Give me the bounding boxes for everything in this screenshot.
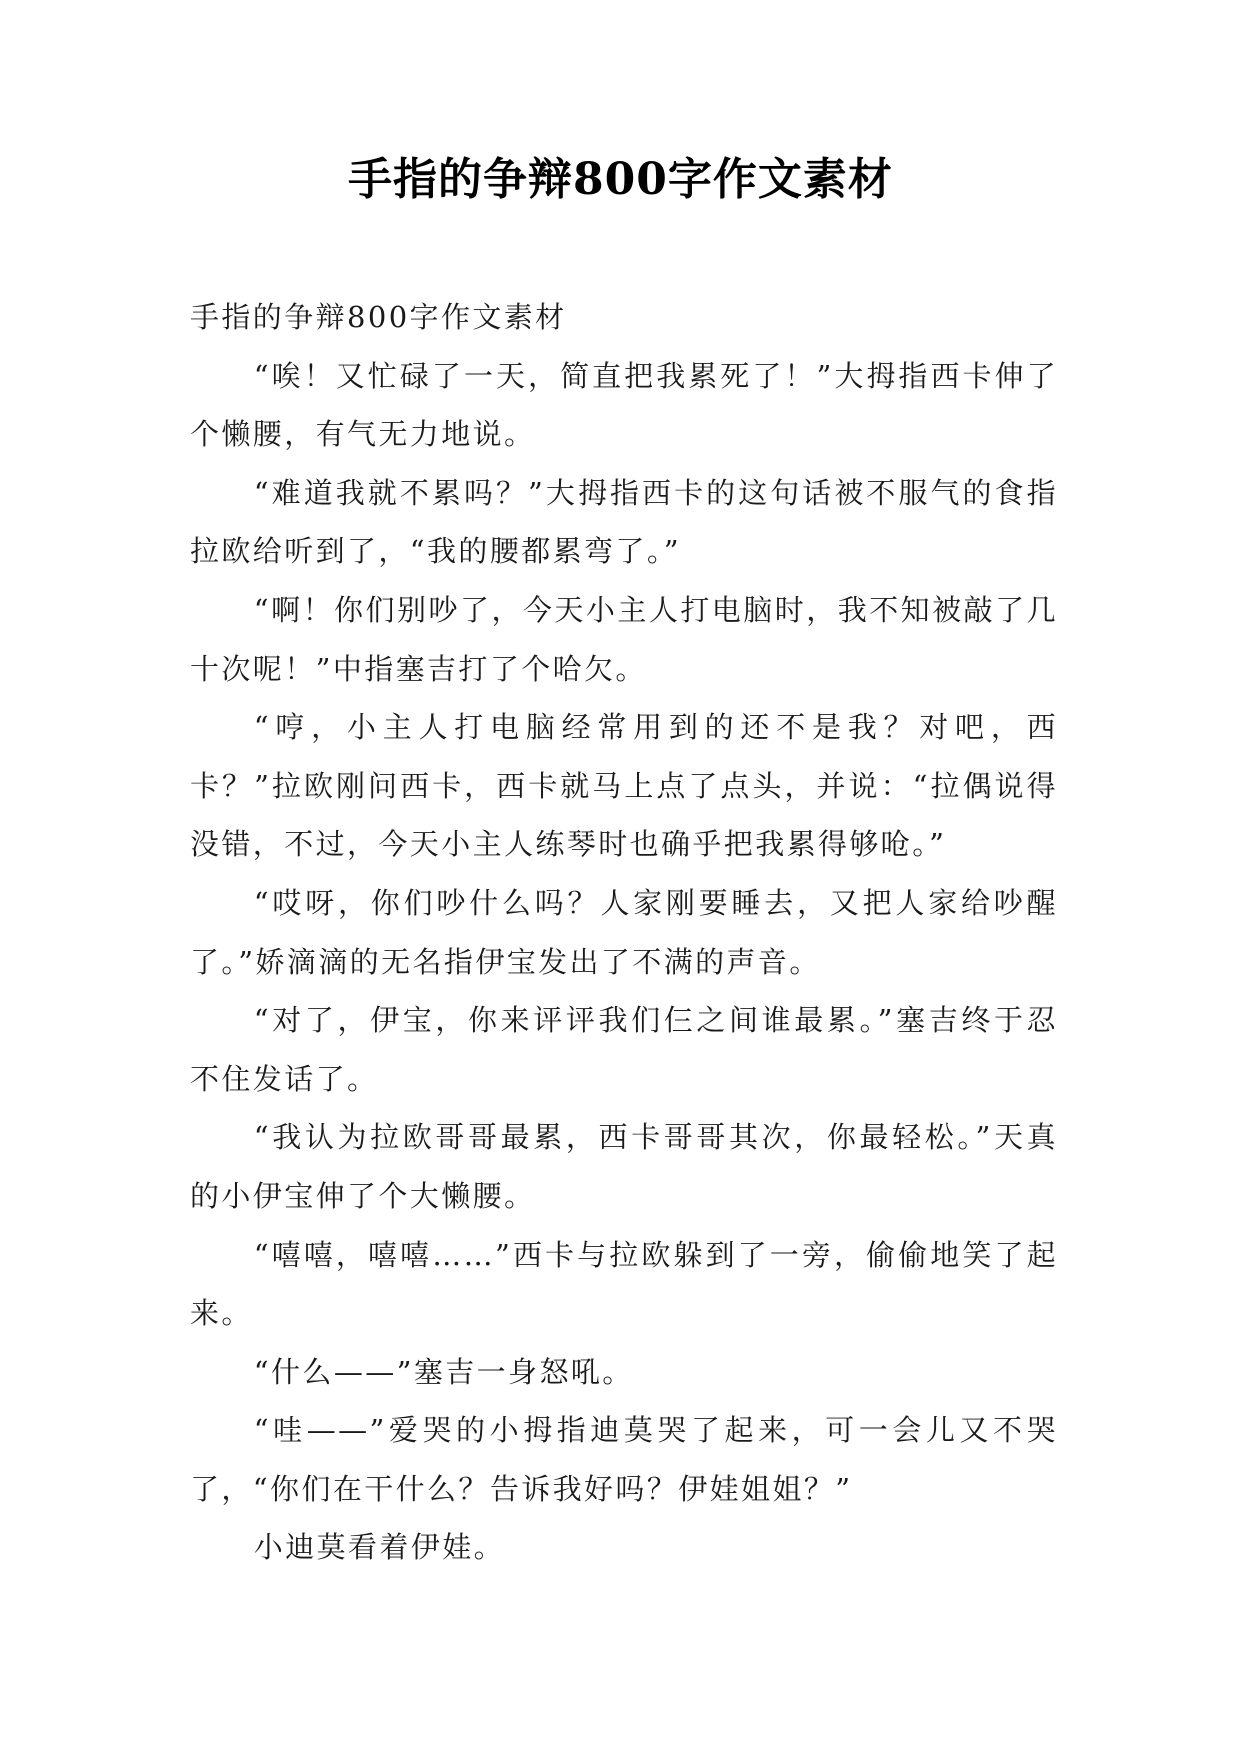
paragraph: “什么——”塞吉一身怒吼。 [253, 1354, 634, 1389]
document-title: 手指的争辩800字作文素材 [348, 154, 893, 205]
paragraph: “哼，小主人打电脑经常用到的还不是我？对吧，西卡？”拉欧刚问西卡，西卡就马上点了点头，并说：“拉偶说得没错，不过，今天小主人练琴时也确乎把我累得够呛。” [190, 710, 1058, 862]
paragraph: “嘻嘻，嘻嘻……”西卡与拉欧躲到了一旁，偷偷地笑了起来。 [190, 1237, 1058, 1331]
paragraph: “哎呀，你们吵什么吗？人家刚要睡去，又把人家给吵醒了。”娇滴滴的无名指伊宝发出了不满的声音。 [190, 885, 1058, 979]
paragraph: 小迪莫看着伊娃。 [253, 1530, 505, 1565]
paragraph: “哇——”爱哭的小拇指迪莫哭了起来，可一会儿又不哭了，“你们在干什么？告诉我好吗？伊娃姐姐？” [190, 1413, 1058, 1506]
document-body [190, 288, 1058, 1577]
paragraph: “难道我就不累吗？”大拇指西卡的这句话被不服气的食指拉欧给听到了，“我的腰都累弯了。” [190, 475, 1058, 569]
paragraph: “我认为拉欧哥哥最累，西卡哥哥其次，你最轻松。”天真的小伊宝伸了个大懒腰。 [190, 1120, 1058, 1213]
paragraph: “唉！又忙碌了一天，简直把我累死了！”大拇指西卡伸了个懒腰，有气无力地说。 [190, 358, 1058, 452]
paragraph: “对了，伊宝，你来评评我们仨之间谁最累。”塞吉终于忍不住发话了。 [190, 1003, 1058, 1096]
paragraph: “啊！你们别吵了，今天小主人打电脑时，我不知被敲了几十次呢！”中指塞吉打了个哈欠。 [190, 592, 1058, 686]
document-subtitle: 手指的争辩800字作文素材 [190, 300, 567, 334]
